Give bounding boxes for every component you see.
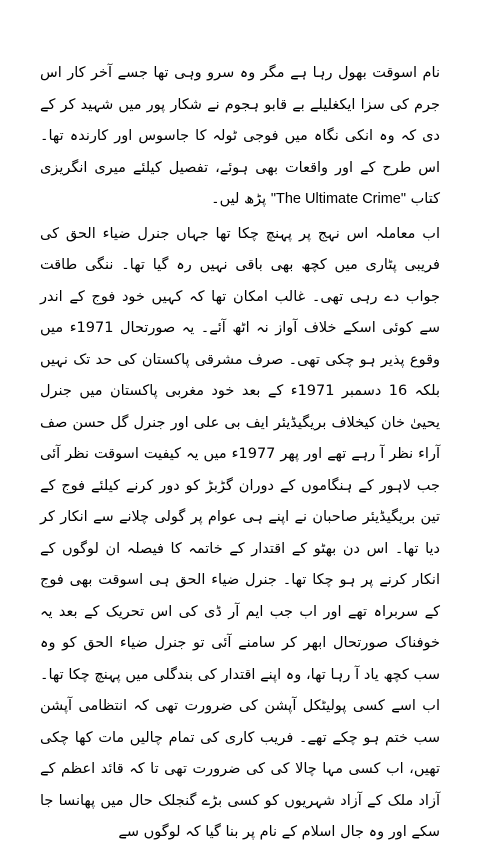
paragraph-1 bbox=[40, 58, 440, 216]
book-title: "The Ultimate Crime" bbox=[270, 191, 407, 207]
paragraph-1-text: نام اسوقت بھول رہا ہے مگر وہ سرو وہی تھا جسے آخر کار اس جرم کی سزا ایکغلیلے بے قابو ہجوم نے شکار پور میں شہید کر کے دی کہ وہ انکی نگاہ میں فوجی ٹولہ کا جاسوس اور کارندہ تھا۔ اس طرح کے اور واقعات بھی ہوئے، تفصیل کیلئے میری انگریزی کتاب bbox=[40, 65, 440, 207]
article-body bbox=[40, 58, 440, 849]
paragraph-1-ending: پڑھ لیں۔ bbox=[211, 191, 271, 207]
paragraph-2: اب معاملہ اس نہج پر پہنچ چکا تھا جہاں جنرل ضیاء الحق کی فریبی پٹاری میں کچھ بھی باقی نہیں رہ گیا تھا۔ ننگی طاقت جواب دے رہی تھی۔ غالب امکان تھا کہ کہیں خود فوج کے اندر سے کوئی اسکے خلاف آواز نہ اٹھ آئے۔ یہ صورتحال 1971ء میں وقوع پذیر ہو چکی تھی۔ صرف مشرقی پاکستان کی حد تک نہیں بلکہ 16 دسمبر 1971ء کے بعد خود مغربی پاکستان میں جنرل یحییٰ خان کیخلاف بریگیڈیئر ایف بی علی اور جنرل گل حسن صف آراء نظر آ رہے تھے اور پھر 1977ء میں یہ کیفیت اسوقت نظر آئی جب لاہور کے ہنگاموں کے دوران گڑبڑ کو دور کرنے کیلئے فوج کے تین بریگیڈیئر صاحبان نے اپنے ہی عوام پر گولی چلانے سے انکار کر دیا تھا۔ اس دن بھٹو کے اقتدار کے خاتمہ کا فیصلہ ان لوگوں کے انکار کرنے پر ہو چکا تھا۔ جنرل ضیاء الحق ہی اسوقت بھی فوج کے سربراہ تھے اور اب جب ایم آر ڈی کی اس تحریک کے بعد یہ خوفناک صورتحال ابھر کر سامنے آئی تو جنرل ضیاء الحق کو وہ سب کچھ یاد آ رہا تھا، وہ اپنے اقتدار کی بندگلی میں پہنچ چکا تھا۔ اب اسے کسی پولیٹکل آپشن کی ضرورت تھی کہ انتظامی آپشن سب ختم ہو چکے تھے۔ فریب کاری کی تمام چالیں مات کھا چکی تھیں، اب کسی مہا چالا کی کی ضرورت تھی تا کہ قائد اعظم کے آزاد ملک کے آزاد شہریوں کو کسی بڑے گنجلک حال میں پھانسا جا سکے اور وہ جال اسلام کے نام پر بنا گیا کہ لوگوں سے bbox=[40, 225, 440, 840]
